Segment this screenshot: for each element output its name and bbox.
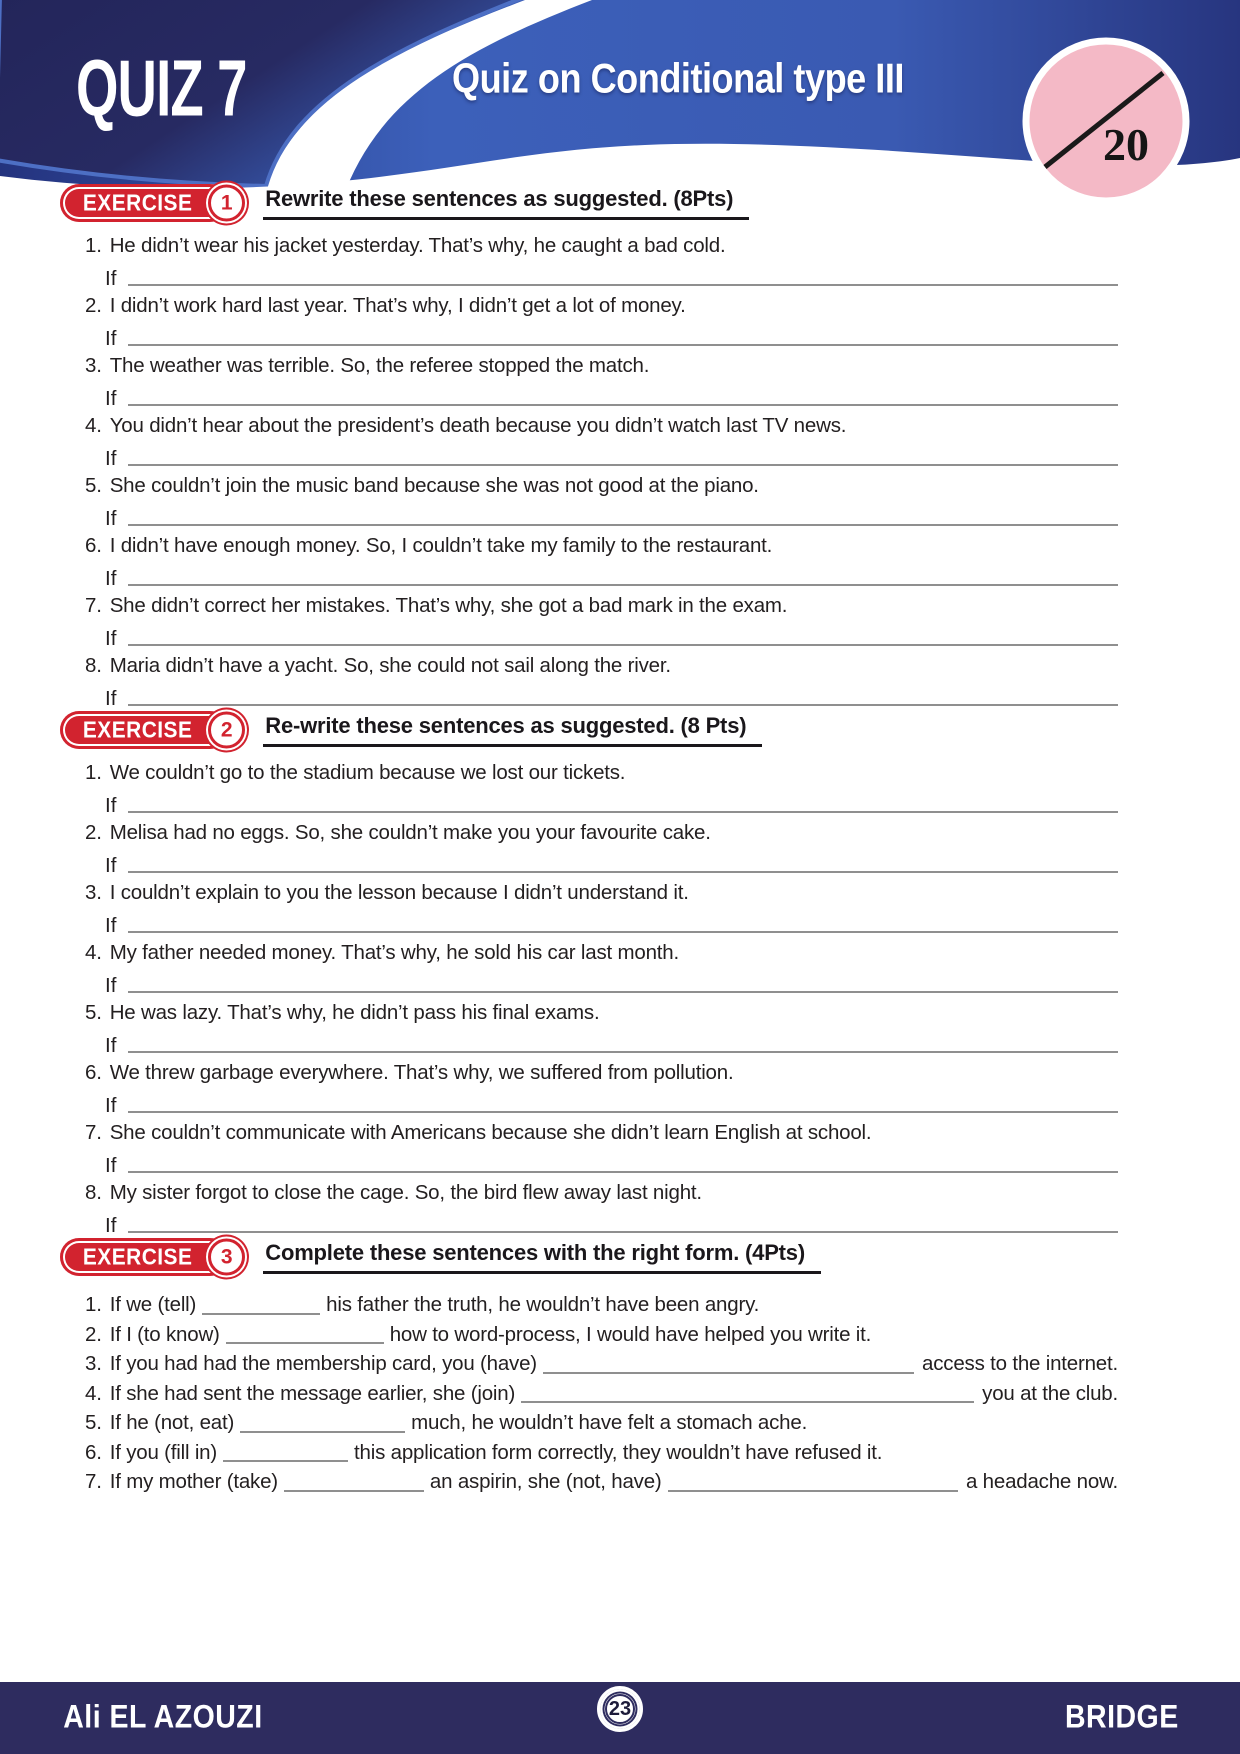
answer-prefix: If: [105, 687, 117, 710]
item-text: We couldn’t go to the stadium because we lost our tickets.: [109, 761, 626, 784]
quiz-subject-title: Quiz on Conditional type III: [452, 56, 904, 103]
sentence-item: [85, 758, 1118, 818]
item-text-mid: an aspirin, she (not, have): [429, 1470, 662, 1493]
item-text: I couldn’t explain to you the lesson because I didn’t understand it.: [109, 881, 689, 904]
fill-item: [85, 1467, 1118, 1497]
item-text-pre: If I (to know): [109, 1322, 220, 1346]
exercise-badge-label: EXERCISE: [82, 1243, 193, 1270]
item-text-pre: If he (not, eat): [109, 1411, 235, 1434]
exercise-3-section: [60, 1238, 1118, 1497]
item-number: 2.: [85, 821, 102, 844]
sentence-item: [85, 291, 1118, 351]
answer-prefix: If: [105, 1214, 117, 1237]
answer-line: [128, 524, 1118, 526]
exercise-1-section: [60, 184, 1118, 711]
sentence-item: [85, 1058, 1118, 1118]
item-text: I didn’t have enough money. So, I couldn’t take my family to the restaurant.: [109, 534, 773, 557]
answer-line: [128, 871, 1118, 873]
item-number: 4.: [85, 1381, 102, 1405]
exercise-3-title: Complete these sentences with the right form. (4Pts): [263, 1240, 821, 1274]
item-number: 1.: [85, 1293, 102, 1316]
exercise-3-header: [60, 1238, 1118, 1276]
answer-blank: [543, 1372, 914, 1374]
answer-line: [128, 584, 1118, 586]
exercise-2-header: [60, 711, 1118, 749]
answer-prefix: If: [105, 267, 117, 290]
fill-item: [85, 1438, 1118, 1468]
exercise-1-badge: [60, 184, 233, 222]
item-text-post: this application form correctly, they wouldn’t have refused it.: [354, 1440, 883, 1464]
exercise-2-badge: [60, 711, 233, 749]
item-text-post: access to the internet.: [922, 1352, 1118, 1375]
exercise-1-number: 1: [208, 185, 245, 222]
answer-prefix: If: [105, 974, 117, 997]
answer-prefix: If: [105, 1094, 117, 1117]
item-number: 7.: [85, 594, 102, 617]
answer-line: [128, 464, 1118, 466]
exercise-3-number: 3: [208, 1239, 245, 1276]
item-text: He was lazy. That’s why, he didn’t pass his final exams.: [109, 1001, 600, 1024]
answer-blank: [202, 1313, 320, 1315]
answer-blank: [668, 1490, 958, 1492]
item-text-pre: If we (tell): [109, 1293, 197, 1316]
answer-line: [128, 1111, 1118, 1113]
item-number: 8.: [85, 654, 102, 677]
item-text: Maria didn’t have a yacht. So, she could not sail along the river.: [109, 654, 671, 677]
answer-prefix: If: [105, 1154, 117, 1177]
answer-line: [128, 644, 1118, 646]
answer-line: [128, 284, 1118, 286]
item-number: 4.: [85, 941, 102, 964]
answer-line: [128, 931, 1118, 933]
item-text-pre: If she had sent the message earlier, she (join): [109, 1381, 516, 1405]
exercise-1-title: Rewrite these sentences as suggested. (8Pts): [263, 186, 749, 220]
item-number: 5.: [85, 474, 102, 497]
answer-line: [128, 811, 1118, 813]
item-number: 7.: [85, 1121, 102, 1144]
sentence-item: [85, 818, 1118, 878]
exercise-2-number: 2: [208, 712, 245, 749]
item-text-pre: If you had had the membership card, you (have): [109, 1352, 537, 1375]
item-text: Melisa had no eggs. So, she couldn’t make you your favourite cake.: [109, 821, 711, 844]
item-number: 6.: [85, 534, 102, 557]
answer-prefix: If: [105, 854, 117, 877]
item-text: He didn’t wear his jacket yesterday. That’s why, he caught a bad cold.: [109, 234, 726, 257]
fill-item: [85, 1320, 1118, 1350]
item-text-pre: If my mother (take): [109, 1470, 278, 1493]
sentence-item: [85, 1178, 1118, 1238]
answer-blank: [223, 1460, 348, 1462]
item-text-post: you at the club.: [982, 1381, 1118, 1405]
sentence-item: [85, 591, 1118, 651]
item-number: 4.: [85, 414, 102, 437]
item-text: She didn’t correct her mistakes. That’s why, she got a bad mark in the exam.: [109, 594, 788, 617]
score-max-value: 20: [1103, 119, 1149, 170]
item-text-post: much, he wouldn’t have felt a stomach ache.: [411, 1411, 808, 1434]
page-header: [0, 0, 1240, 212]
answer-blank: [284, 1490, 424, 1492]
item-text: We threw garbage everywhere. That’s why, we suffered from pollution.: [109, 1061, 734, 1084]
sentence-item: [85, 1118, 1118, 1178]
fill-item: [85, 1349, 1118, 1379]
item-text: She couldn’t communicate with Americans because she didn’t learn English at school.: [109, 1121, 872, 1144]
fill-item: [85, 1290, 1118, 1320]
item-number: 5.: [85, 1411, 102, 1434]
answer-prefix: If: [105, 627, 117, 650]
answer-prefix: If: [105, 507, 117, 530]
quiz-number-title: QUIZ 7: [76, 45, 247, 134]
answer-line: [128, 1171, 1118, 1173]
sentence-item: [85, 471, 1118, 531]
item-text: The weather was terrible. So, the referee stopped the match.: [109, 354, 650, 377]
item-text: My sister forgot to close the cage. So, the bird flew away last night.: [109, 1181, 702, 1204]
answer-blank: [521, 1401, 974, 1403]
item-number: 2.: [85, 294, 102, 317]
item-text: I didn’t work hard last year. That’s why, I didn’t get a lot of money.: [109, 294, 686, 317]
page-number: 23: [608, 1697, 632, 1720]
exercise-badge-label: EXERCISE: [82, 189, 193, 216]
page-footer: [0, 1682, 1240, 1754]
exercise-2-section: [60, 711, 1118, 1238]
sentence-item: [85, 351, 1118, 411]
item-text: My father needed money. That’s why, he sold his car last month.: [109, 941, 679, 964]
exercise-1-header: [60, 184, 1118, 222]
page-number-badge: [597, 1686, 643, 1732]
answer-line: [128, 404, 1118, 406]
item-number: 1.: [85, 761, 102, 784]
item-text-post: his father the truth, he wouldn’t have been angry.: [326, 1293, 760, 1316]
item-number: 6.: [85, 1061, 102, 1084]
sentence-item: [85, 878, 1118, 938]
exercise-2-items: [60, 758, 1118, 1238]
item-number: 1.: [85, 234, 102, 257]
fill-item: [85, 1408, 1118, 1438]
sentence-item: [85, 531, 1118, 591]
answer-prefix: If: [105, 1034, 117, 1057]
item-text: She couldn’t join the music band because she was not good at the piano.: [109, 474, 759, 497]
exercise-3-badge: [60, 1238, 233, 1276]
answer-prefix: If: [105, 387, 117, 410]
item-text: You didn’t hear about the president’s death because you didn’t watch last TV news.: [109, 414, 847, 437]
item-text-post: how to word-process, I would have helped you write it.: [389, 1322, 872, 1346]
answer-line: [128, 991, 1118, 993]
answer-prefix: If: [105, 914, 117, 937]
item-text-pre: If you (fill in): [109, 1440, 218, 1464]
exercise-1-items: [60, 231, 1118, 711]
answer-prefix: If: [105, 567, 117, 590]
sentence-item: [85, 411, 1118, 471]
worksheet-body: [0, 184, 1240, 1497]
answer-blank: [226, 1342, 384, 1344]
exercise-badge-label: EXERCISE: [82, 716, 193, 743]
sentence-item: [85, 651, 1118, 711]
item-number: 3.: [85, 354, 102, 377]
answer-line: [128, 1231, 1118, 1233]
sentence-item: [85, 938, 1118, 998]
answer-line: [128, 1051, 1118, 1053]
item-number: 7.: [85, 1470, 102, 1493]
item-number: 3.: [85, 1352, 102, 1375]
item-number: 2.: [85, 1322, 102, 1346]
answer-blank: [240, 1431, 405, 1433]
answer-prefix: If: [105, 327, 117, 350]
answer-prefix: If: [105, 447, 117, 470]
brand-name: BRIDGE: [1065, 1699, 1180, 1736]
exercise-2-title: Re-write these sentences as suggested. (8 Pts): [263, 713, 762, 747]
sentence-item: [85, 998, 1118, 1058]
item-number: 3.: [85, 881, 102, 904]
exercise-3-items: [60, 1290, 1118, 1497]
fill-item: [85, 1379, 1118, 1409]
item-number: 6.: [85, 1440, 102, 1464]
author-name: Ali EL AZOUZI: [63, 1699, 263, 1736]
item-text-post: a headache now.: [965, 1470, 1118, 1493]
item-number: 8.: [85, 1181, 102, 1204]
sentence-item: [85, 231, 1118, 291]
answer-prefix: If: [105, 794, 117, 817]
answer-line: [128, 704, 1118, 706]
answer-line: [128, 344, 1118, 346]
item-number: 5.: [85, 1001, 102, 1024]
